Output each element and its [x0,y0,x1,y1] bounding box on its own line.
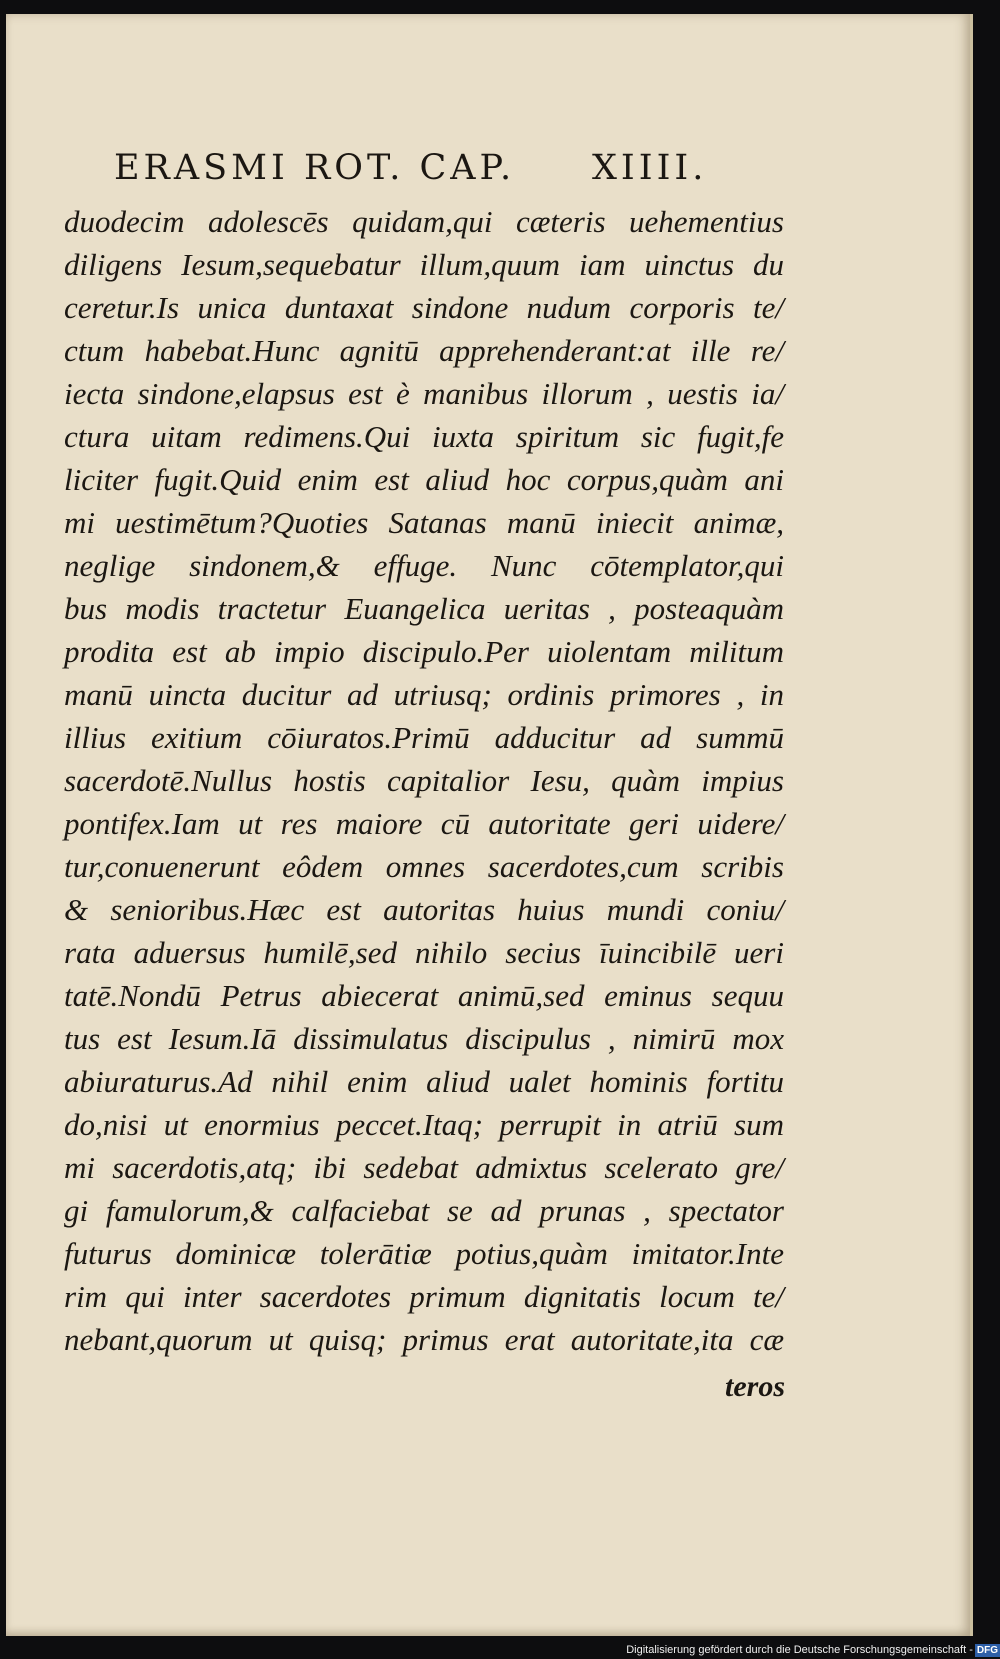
running-header-title: ERASMI ROT. CAP. [114,148,516,188]
text-line: sacerdotē.Nullus hostis capitalior Iesu, quàm impius [64,763,784,798]
text-line: prodita est ab impio discipulo.Per uiolentam militum [64,634,784,669]
footer-credit [600,1641,1000,1659]
text-line: tatē.Nondū Petrus abiecerat animū,sed eminus sequu [64,978,784,1013]
text-line: rim qui inter sacerdotes primum dignitatis locum te/ [64,1279,784,1314]
text-line: nebant,quorum ut quisq; primus erat autoritate,ita cæ [64,1322,784,1357]
text-line: ctura uitam redimens.Qui iuxta spiritum sic fugit,fe [64,419,784,454]
text-line: duodecim adolescēs quidam,qui cæteris uehementius [64,204,784,239]
text-line: abiuraturus.Ad nihil enim aliud ualet hominis fortitu [64,1064,784,1099]
text-line: do,nisi ut enormius peccet.Itaq; perrupit in atriū sum [64,1107,784,1142]
text-line: illius exitium cōiuratos.Primū adducitur ad summū [64,720,784,755]
text-line: tus est Iesum.Iā dissimulatus discipulus , nimirū mox [64,1021,784,1056]
running-header-chapter: XIIII. [592,148,708,188]
text-line: futurus dominicæ tolerātiæ potius,quàm imitator.Inte [64,1236,784,1271]
running-header [114,130,754,190]
footer-credit-text: Digitalisierung gefördert durch die Deutsche Forschungsgemeinschaft - [626,1644,973,1656]
body-text [64,200,784,1361]
text-line: manū uincta ducitur ad utriusq; ordinis primores , in [64,677,784,712]
text-line: & senioribus.Hæc est autoritas huius mundi coniu/ [64,892,784,927]
text-line: iecta sindone,elapsus est è manibus illorum , uestis ia/ [64,376,784,411]
text-line: mi uestimētum?Quoties Satanas manū iniecit animæ, [64,505,784,540]
text-line: ctum habebat.Hunc agnitū apprehenderant:at ille re/ [64,333,784,368]
dfg-logo-icon: DFG [976,1644,998,1656]
text-line: mi sacerdotis,atq; ibi sedebat admixtus scelerato gre/ [64,1150,784,1185]
text-line: rata aduersus humilē,sed nihilo secius īuincibilē ueri [64,935,784,970]
text-line: pontifex.Iam ut res maiore cū autoritate geri uidere/ [64,806,784,841]
text-line: neglige sindonem,& effuge. Nunc cōtemplator,qui [64,548,784,583]
text-line: gi famulorum,& calfaciebat se ad prunas , spectator [64,1193,784,1228]
text-line: liciter fugit.Quid enim est aliud hoc corpus,quàm ani [64,462,784,497]
text-line: tur,conuenerunt eôdem omnes sacerdotes,cum scribis [64,849,784,884]
text-line: bus modis tractetur Euangelica ueritas , posteaquàm [64,591,784,626]
catchword: teros [725,1370,785,1403]
text-line: diligens Iesum,sequebatur illum,quum iam uinctus du [64,247,784,282]
text-line: ceretur.Is unica duntaxat sindone nudum corporis te/ [64,290,784,325]
